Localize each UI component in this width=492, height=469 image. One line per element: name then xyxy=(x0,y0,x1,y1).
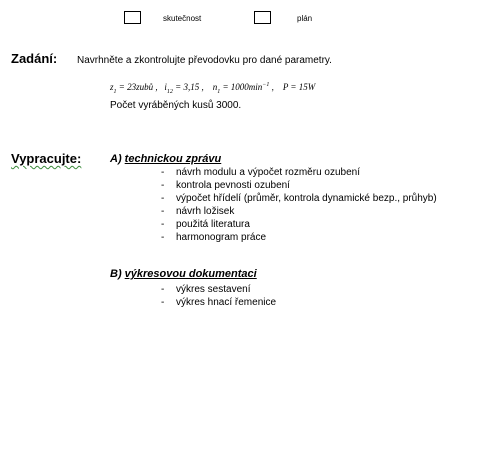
list-bullet: - xyxy=(161,219,165,230)
list-item: - návrh ložisek xyxy=(161,206,235,217)
plan-checkbox[interactable] xyxy=(254,11,271,24)
list-item: - harmonogram práce xyxy=(161,232,267,243)
list-bullet: - xyxy=(161,284,165,295)
section-b-title xyxy=(110,268,257,280)
parameters-formula: $z_1$ = 23zubů , $i_{12} = 3,15$ , $n_1 = 1000\min^{-1}$ , P = 15W xyxy=(110,82,316,95)
section-b-list xyxy=(161,283,276,309)
section-b-label: výkresovou dokumentaci xyxy=(124,268,257,280)
list-item: - výkres hnací řemenice xyxy=(161,297,277,308)
n1-value: 1000 xyxy=(230,82,249,92)
list-bullet: - xyxy=(161,232,165,243)
z1-value: 23zubů xyxy=(127,82,154,92)
actual-checkbox[interactable] xyxy=(124,11,141,24)
list-item: - kontrola pevnosti ozubení xyxy=(161,180,290,191)
section-b-prefix: B) xyxy=(110,268,122,280)
list-bullet: - xyxy=(161,180,165,191)
i12-value: 3,15 xyxy=(183,82,200,92)
section-a-label: technickou zprávu xyxy=(124,153,222,165)
list-bullet: - xyxy=(161,206,165,217)
production-count: Počet vyráběných kusů 3000. xyxy=(110,100,242,111)
list-item: - výpočet hřídelí (průměr, kontrola dynamické bezp., průhyb) xyxy=(161,193,437,204)
n1-exponent: −1 xyxy=(262,82,270,88)
section-a-title xyxy=(110,153,221,165)
list-item: - návrh modulu a výpočet rozměru ozubení xyxy=(161,167,360,178)
list-bullet: - xyxy=(161,167,165,178)
power-value: 15W xyxy=(298,82,316,92)
list-bullet: - xyxy=(161,193,165,204)
assignment-text: Navrhněte a zkontrolujte převodovku pro dané parametry. xyxy=(77,55,332,66)
section-a-prefix: A) xyxy=(110,153,122,165)
assignment-heading: Zadání: xyxy=(11,51,58,66)
section-a-list xyxy=(161,166,437,244)
list-item: - použitá literatura xyxy=(161,219,250,230)
plan-checkbox-label: plán xyxy=(297,14,313,23)
n1-unit: min xyxy=(248,82,263,92)
list-item: - výkres sestavení xyxy=(161,284,251,295)
list-bullet: - xyxy=(161,297,165,308)
work-heading: Vypracujte: xyxy=(11,151,82,166)
actual-checkbox-label: skutečnost xyxy=(163,14,202,23)
